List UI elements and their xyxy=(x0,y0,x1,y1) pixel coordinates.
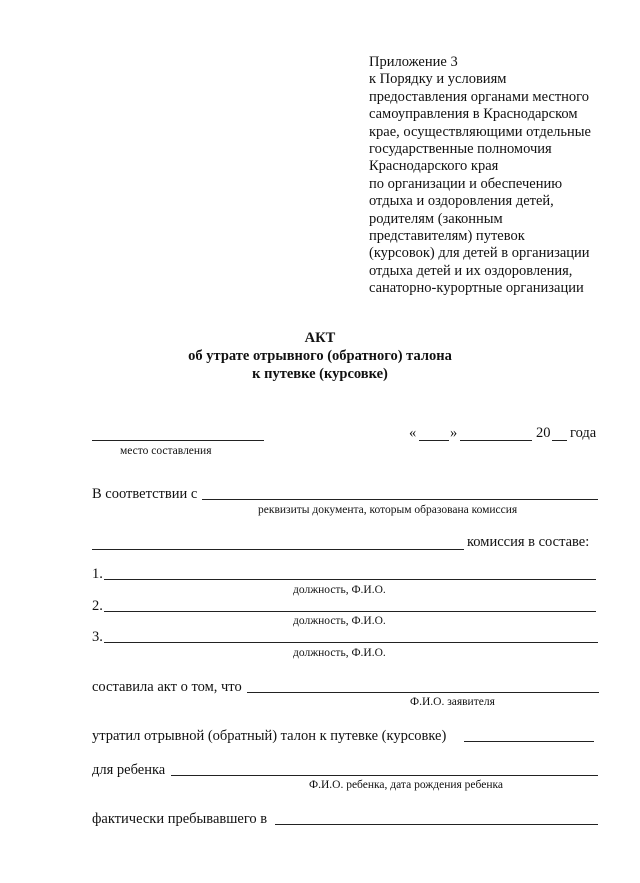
applicant-field[interactable] xyxy=(247,692,599,693)
member-2-field[interactable] xyxy=(104,611,596,612)
annex-line: отдыха и оздоровления детей, xyxy=(369,193,554,210)
document-title: АКТ xyxy=(304,330,336,346)
place-field[interactable] xyxy=(92,440,264,441)
compiled-label: составила акт о том, что xyxy=(92,679,242,695)
voucher-field[interactable] xyxy=(464,741,594,742)
year-prefix: 20 xyxy=(536,425,551,441)
document-subtitle: об утрате отрывного (обратного) талона xyxy=(188,348,452,364)
year-field[interactable] xyxy=(552,440,567,441)
applicant-caption: Ф.И.О. заявителя xyxy=(410,696,495,708)
annex-line: Приложение 3 xyxy=(369,54,458,70)
annex-line: представителям) путевок xyxy=(369,228,525,245)
member-caption: должность, Ф.И.О. xyxy=(293,647,386,659)
date-open-quote: « xyxy=(409,425,417,441)
annex-line: санаторно-курортные организации xyxy=(369,280,584,297)
annex-line: Краснодарского края xyxy=(369,158,499,175)
annex-line: самоуправления в Краснодарском xyxy=(369,106,578,123)
document-subtitle-2: к путевке (курсовке) xyxy=(252,366,388,382)
child-caption: Ф.И.О. ребенка, дата рождения ребенка xyxy=(309,779,503,791)
annex-line: отдыха детей и их оздоровления, xyxy=(369,262,573,279)
member-number: 2. xyxy=(92,598,103,614)
annex-line: государственные полномочия xyxy=(369,141,552,158)
annex-line: к Порядку и условиям xyxy=(369,71,507,88)
day-field[interactable] xyxy=(419,440,449,441)
member-number: 1. xyxy=(92,566,103,582)
accordance-caption: реквизиты документа, которым образована комиссия xyxy=(258,504,518,516)
year-suffix: года xyxy=(570,425,597,441)
annex-line: предоставления органами местного xyxy=(369,88,589,105)
annex-line: (курсовок) для детей в организации xyxy=(369,245,590,262)
lost-label: утратил отрывной (обратный) талон к путевке (курсовке) xyxy=(92,728,447,744)
annex-line: крае, осуществляющими отдельные xyxy=(369,123,591,140)
month-field[interactable] xyxy=(460,440,532,441)
date-close-quote: » xyxy=(450,425,458,441)
member-1-field[interactable] xyxy=(104,579,596,580)
commission-label: комиссия в составе: xyxy=(467,534,590,550)
member-number: 3. xyxy=(92,629,103,645)
child-label: для ребенка xyxy=(92,762,166,778)
place-caption: место составления xyxy=(120,445,212,457)
annex-block xyxy=(369,54,629,298)
accordance-label: В соответствии с xyxy=(92,486,198,502)
member-caption: должность, Ф.И.О. xyxy=(293,584,386,596)
annex-line: родителям (законным xyxy=(369,210,503,227)
annex-line: по организации и обеспечению xyxy=(369,175,563,192)
member-3-field[interactable] xyxy=(104,642,598,643)
accordance-field[interactable] xyxy=(202,499,598,500)
stayed-label: фактически пребывавшего в xyxy=(92,811,268,827)
commission-field[interactable] xyxy=(92,549,464,550)
child-field[interactable] xyxy=(171,775,598,776)
stayed-field[interactable] xyxy=(275,824,598,825)
member-caption: должность, Ф.И.О. xyxy=(293,615,386,627)
